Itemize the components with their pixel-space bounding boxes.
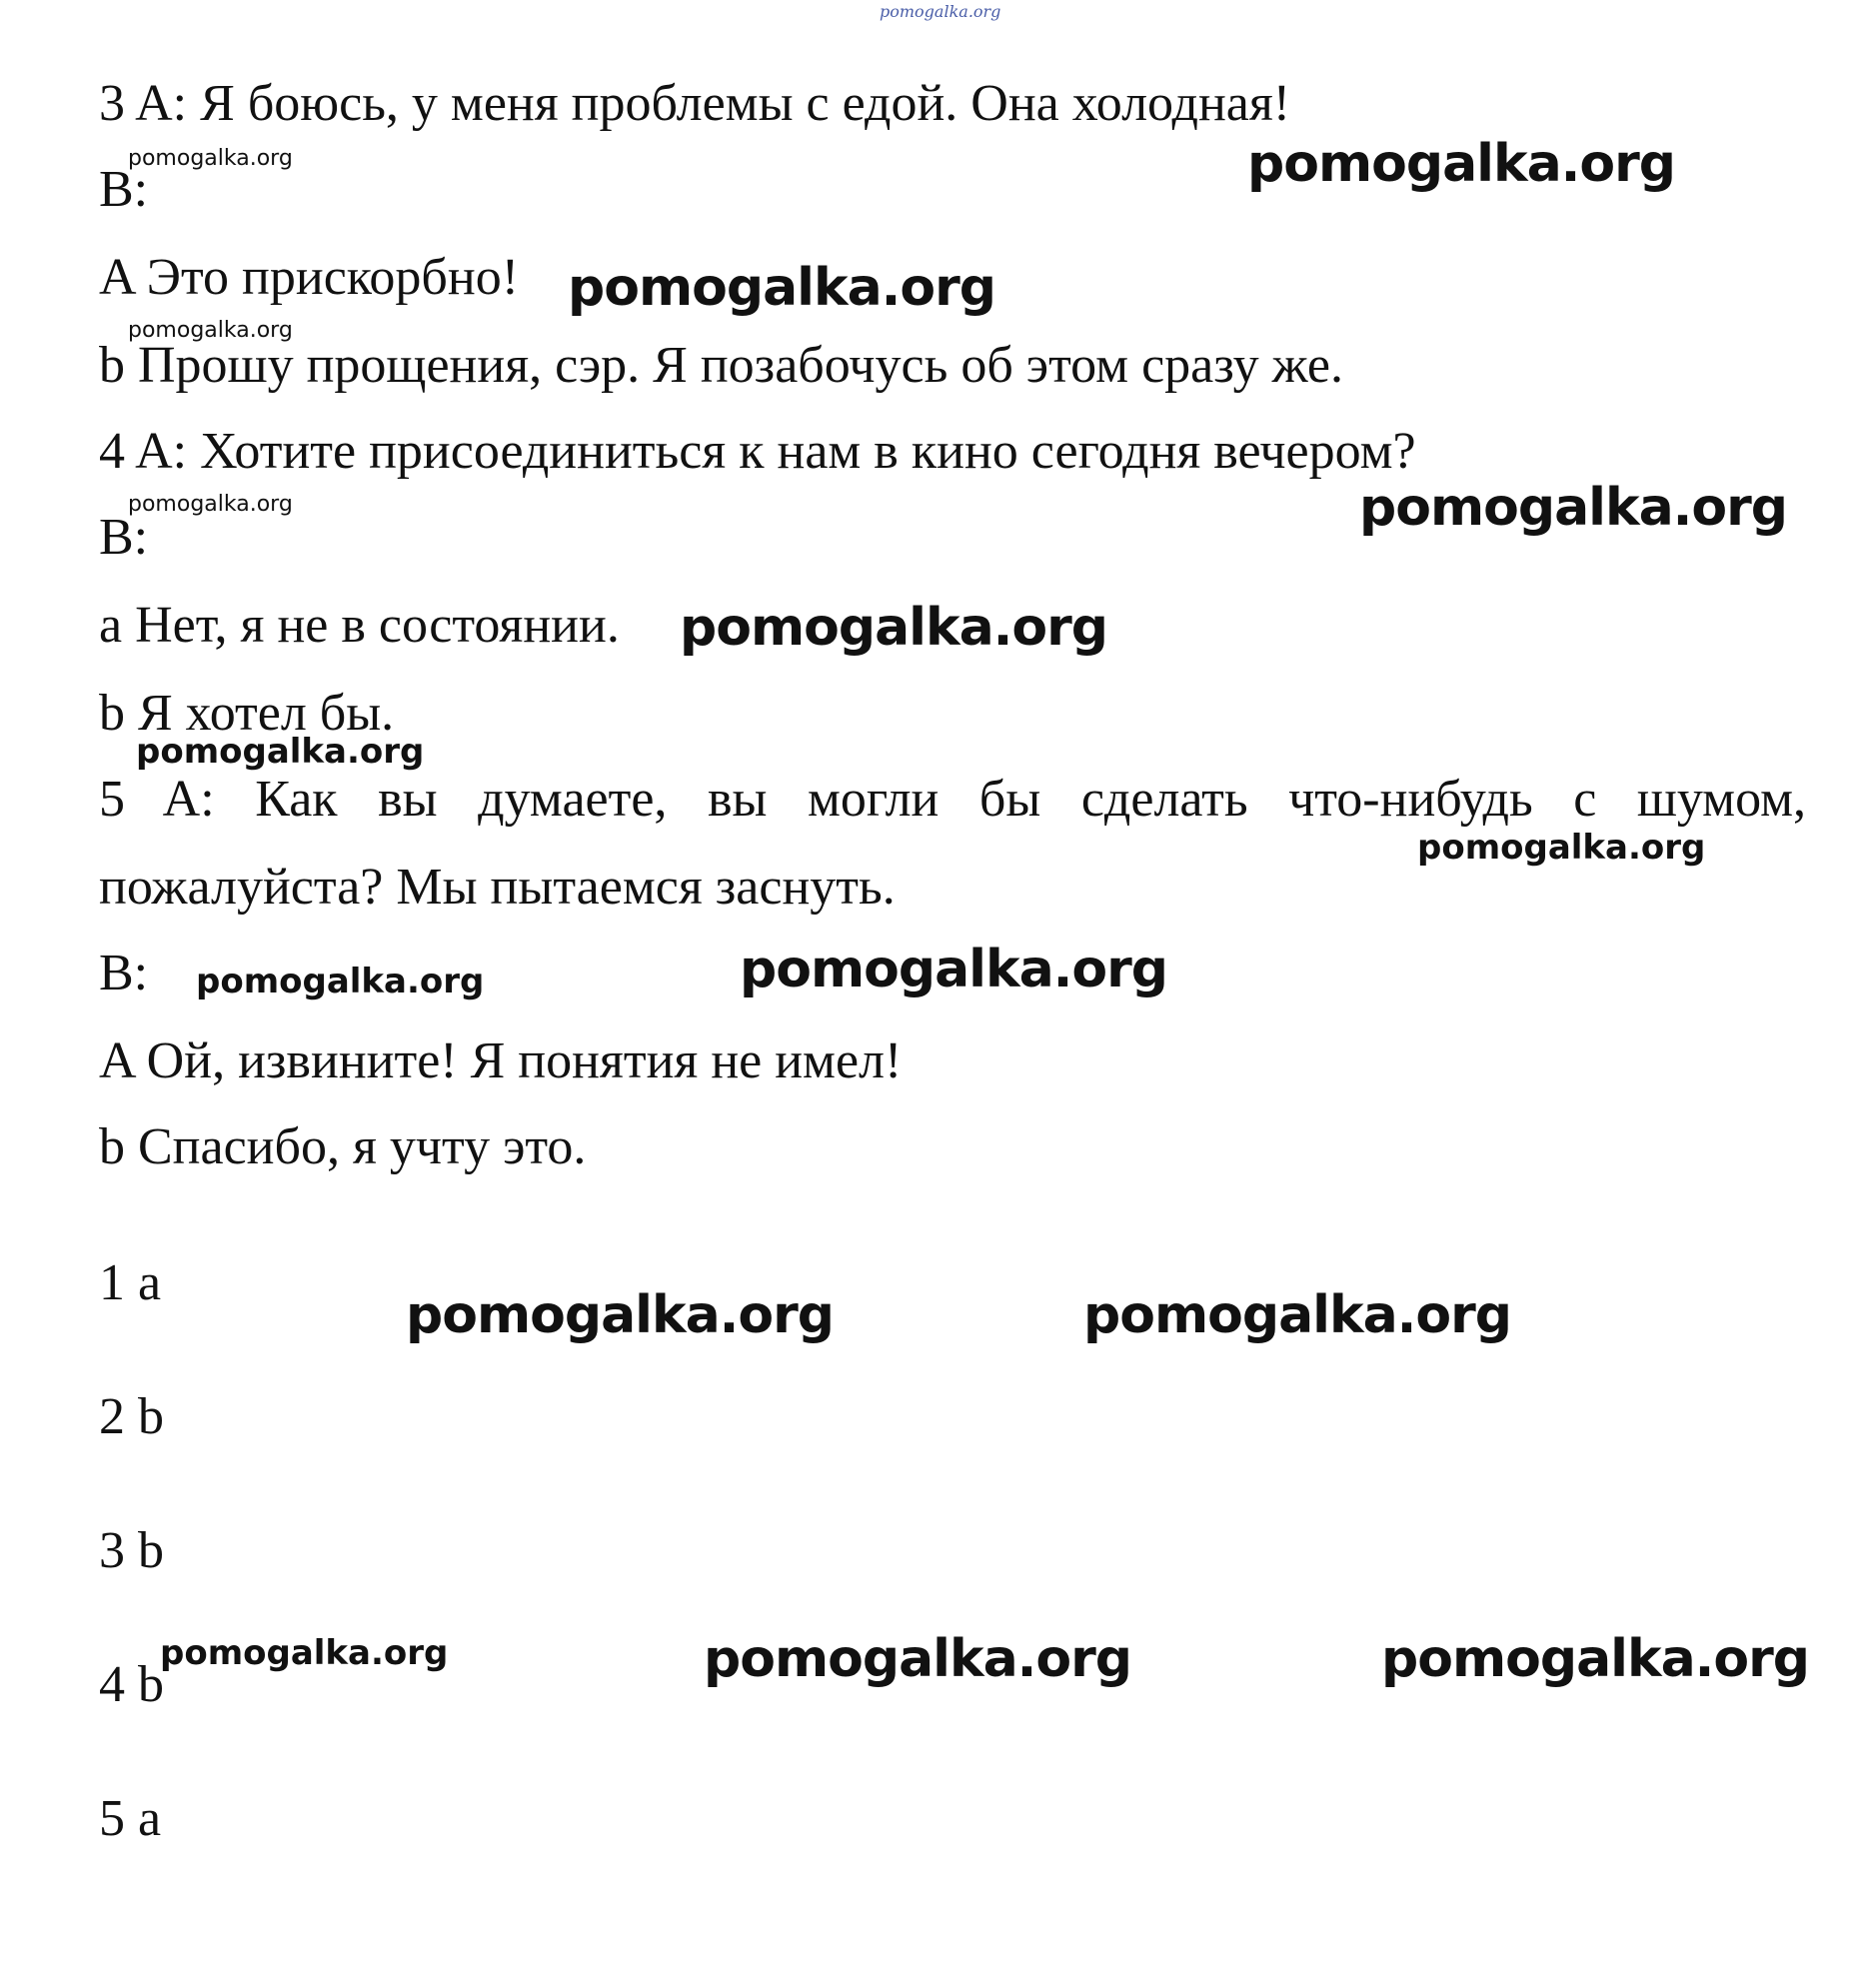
watermark-large: pomogalka.org <box>704 1629 1132 1689</box>
watermark-large: pomogalka.org <box>680 598 1108 658</box>
answer-1: 1 a <box>99 1254 162 1311</box>
dialogue-3-option-a: A Это прискорбно! <box>99 249 520 306</box>
answer-3: 3 b <box>99 1522 164 1579</box>
dialogue-5-option-a: A Ой, извините! Я понятия не имел! <box>99 1032 903 1089</box>
watermark-medium: pomogalka.org <box>196 962 485 1001</box>
watermark-large: pomogalka.org <box>1359 478 1788 538</box>
watermark-large: pomogalka.org <box>1247 134 1676 194</box>
dialogue-3-b-label: B: <box>99 161 149 218</box>
watermark-medium: pomogalka.org <box>1417 828 1706 868</box>
dialogue-3-option-b: b Прошу прощения, сэр. Я позабочусь об этом сразу же. <box>99 337 1344 394</box>
answer-5: 5 a <box>99 1790 162 1847</box>
dialogue-4-b-label: B: <box>99 509 149 566</box>
watermark-medium: pomogalka.org <box>136 732 425 772</box>
watermark-large: pomogalka.org <box>740 940 1168 999</box>
dialogue-4-question: 4 A: Хотите присоединиться к нам в кино сегодня вечером? <box>99 423 1416 480</box>
dialogue-5-option-b: b Спасибо, я учту это. <box>99 1118 587 1175</box>
dialogue-5-question-line-2: пожалуйста? Мы пытаемся заснуть. <box>99 859 896 916</box>
watermark-medium: pomogalka.org <box>160 1633 449 1673</box>
dialogue-5-question-line-1: 5 A: Как вы думаете, вы могли бы сделать что-нибудь с шумом, <box>99 771 1806 828</box>
watermark-large: pomogalka.org <box>406 1285 835 1345</box>
header-watermark: pomogalka.org <box>880 2 1001 21</box>
watermark-large: pomogalka.org <box>1083 1285 1512 1345</box>
dialogue-5-b-label: B: <box>99 945 149 1001</box>
answer-2: 2 b <box>99 1388 164 1445</box>
watermark-small: pomogalka.org <box>128 146 293 171</box>
dialogue-4-option-a: a Нет, я не в состоянии. <box>99 597 620 654</box>
watermark-large: pomogalka.org <box>1381 1629 1810 1689</box>
dialogue-4-option-b: b Я хотел бы. <box>99 685 395 742</box>
answer-4: 4 b <box>99 1656 164 1713</box>
dialogue-3-question: 3 A: Я боюсь, у меня проблемы с едой. Она холодная! <box>99 75 1291 132</box>
watermark-small: pomogalka.org <box>128 318 293 343</box>
watermark-large: pomogalka.org <box>568 258 996 318</box>
watermark-small: pomogalka.org <box>128 492 293 517</box>
